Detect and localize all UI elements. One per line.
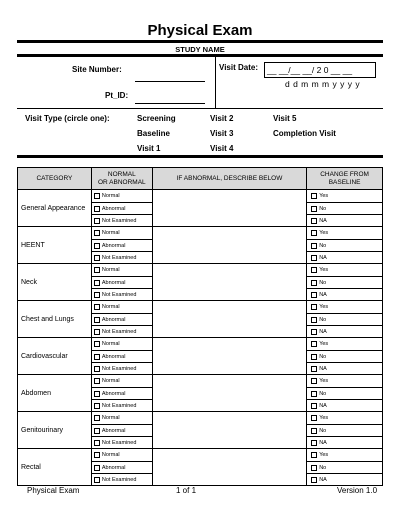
table-row	[18, 375, 383, 412]
pt-id-field[interactable]	[135, 103, 205, 104]
table-row	[18, 301, 383, 338]
option-abnormal[interactable]	[92, 387, 152, 399]
checkbox[interactable]	[94, 378, 100, 384]
checkbox-label: Normal	[101, 341, 120, 347]
checkbox-label: Abnormal	[101, 316, 126, 323]
row-category: General Appearance	[18, 190, 92, 227]
option-normal[interactable]	[92, 375, 152, 387]
footer-page: 1 of 1	[176, 486, 197, 495]
checkbox-label: No	[319, 427, 327, 434]
option-abnormal[interactable]	[92, 202, 152, 214]
describe-field[interactable]	[152, 301, 306, 338]
footer-version: Version 1.0	[337, 486, 378, 495]
change-yes[interactable]	[307, 190, 382, 202]
change-no[interactable]	[307, 202, 382, 214]
site-box	[17, 57, 216, 109]
change-options	[307, 301, 383, 338]
checkbox[interactable]	[94, 428, 100, 434]
table-row	[18, 449, 383, 486]
describe-field[interactable]	[152, 227, 306, 264]
describe-field[interactable]	[152, 338, 306, 375]
checkbox-label: NA	[319, 439, 327, 446]
checkbox[interactable]	[311, 292, 317, 298]
checkbox-label: Yes	[319, 341, 329, 347]
checkbox-label: Abnormal	[101, 427, 126, 434]
row-category: HEENT	[18, 227, 92, 264]
checkbox-label: NA	[319, 254, 327, 261]
checkbox-label: No	[319, 353, 327, 360]
checkbox-label: Yes	[319, 378, 329, 384]
checkbox-label: Yes	[319, 304, 329, 310]
change-na[interactable]	[307, 251, 382, 263]
row-category: Rectal	[18, 449, 92, 486]
option-not-examined[interactable]	[92, 473, 152, 485]
change-yes[interactable]	[307, 301, 382, 313]
option-not-examined[interactable]	[92, 325, 152, 337]
row-category: Abdomen	[18, 375, 92, 412]
checkbox-label: Not Examined	[101, 365, 137, 372]
change-no[interactable]	[307, 239, 382, 251]
option-abnormal[interactable]	[92, 313, 152, 325]
checkbox-label: Normal	[101, 378, 120, 384]
checkbox[interactable]	[311, 477, 317, 483]
checkbox[interactable]	[94, 206, 100, 212]
checkbox-label: Yes	[319, 193, 329, 199]
normal-abnormal-options	[91, 227, 152, 264]
checkbox-label: Abnormal	[101, 242, 126, 249]
checkbox[interactable]	[311, 255, 317, 261]
change-na[interactable]	[307, 325, 382, 337]
checkbox-label: Normal	[101, 415, 120, 421]
option-normal[interactable]	[92, 264, 152, 276]
study-name: STUDY NAME	[17, 43, 383, 57]
pt-id-label: Pt_ID:	[105, 91, 129, 100]
checkbox-label: Yes	[319, 230, 329, 236]
normal-abnormal-options	[91, 338, 152, 375]
visit-option-baseline[interactable]: Baseline	[137, 129, 170, 138]
row-category: Cardiovascular	[18, 338, 92, 375]
option-abnormal[interactable]	[92, 350, 152, 362]
checkbox-label: Normal	[101, 267, 120, 273]
visit-option-visit-3[interactable]: Visit 3	[210, 129, 234, 138]
checkbox[interactable]	[311, 341, 317, 347]
checkbox-label: No	[319, 464, 327, 471]
checkbox-label: No	[319, 205, 327, 212]
option-normal[interactable]	[92, 412, 152, 424]
checkbox-label: No	[319, 242, 327, 249]
change-options	[307, 227, 383, 264]
change-yes[interactable]	[307, 338, 382, 350]
visit-date-box	[216, 57, 383, 109]
page-title: Physical Exam	[147, 22, 253, 39]
checkbox[interactable]	[311, 193, 317, 199]
checkbox[interactable]	[94, 452, 100, 458]
site-number-field[interactable]	[135, 81, 205, 82]
checkbox[interactable]	[311, 391, 317, 397]
checkbox-label: NA	[319, 291, 327, 298]
checkbox-label: Abnormal	[101, 353, 126, 360]
change-options	[307, 338, 383, 375]
checkbox[interactable]	[311, 415, 317, 421]
checkbox[interactable]	[311, 243, 317, 249]
visit-option-visit-5[interactable]: Visit 5	[273, 114, 297, 123]
describe-field[interactable]	[152, 449, 306, 486]
table-row	[18, 190, 383, 227]
row-category: Chest and Lungs	[18, 301, 92, 338]
table-row	[18, 338, 383, 375]
change-na[interactable]	[307, 399, 382, 411]
checkbox[interactable]	[311, 403, 317, 409]
change-yes[interactable]	[307, 227, 382, 239]
table-row	[18, 264, 383, 301]
col-change	[307, 168, 383, 190]
col-normal-line1: NORMAL	[107, 170, 136, 178]
visit-option-screening[interactable]: Screening	[137, 114, 176, 123]
checkbox-label: NA	[319, 217, 327, 224]
checkbox-label: Abnormal	[101, 464, 126, 471]
checkbox[interactable]	[311, 206, 317, 212]
checkbox[interactable]	[94, 280, 100, 286]
checkbox-label: Not Examined	[101, 291, 137, 298]
checkbox-label: No	[319, 279, 327, 286]
table-row	[18, 412, 383, 449]
describe-field[interactable]	[152, 412, 306, 449]
option-abnormal[interactable]	[92, 276, 152, 288]
checkbox-label: Not Examined	[101, 328, 137, 335]
option-abnormal[interactable]	[92, 424, 152, 436]
checkbox[interactable]	[311, 366, 317, 372]
describe-field[interactable]	[152, 375, 306, 412]
checkbox[interactable]	[94, 440, 100, 446]
checkbox-label: Not Examined	[101, 217, 137, 224]
visit-option-visit-1[interactable]: Visit 1	[137, 144, 161, 153]
checkbox-label: Yes	[319, 452, 329, 458]
checkbox[interactable]	[94, 341, 100, 347]
checkbox-label: Normal	[101, 452, 120, 458]
col-normal-line2: OR ABNORMAL	[97, 178, 146, 186]
option-not-examined[interactable]	[92, 214, 152, 226]
checkbox[interactable]	[311, 378, 317, 384]
change-na[interactable]	[307, 436, 382, 448]
normal-abnormal-options	[91, 412, 152, 449]
checkbox-label: Normal	[101, 193, 120, 199]
exam-table	[17, 167, 383, 486]
table-header-row	[18, 168, 383, 190]
normal-abnormal-options	[91, 190, 152, 227]
checkbox-label: Normal	[101, 304, 120, 310]
visit-option-completion[interactable]: Completion Visit	[273, 129, 336, 138]
col-category: CATEGORY	[18, 168, 92, 190]
checkbox[interactable]	[94, 255, 100, 261]
change-yes[interactable]	[307, 449, 382, 461]
checkbox-label: No	[319, 316, 327, 323]
checkbox[interactable]	[311, 304, 317, 310]
checkbox[interactable]	[94, 267, 100, 273]
checkbox-label: No	[319, 390, 327, 397]
checkbox-label: Not Examined	[101, 402, 137, 409]
checkbox-label: Abnormal	[101, 279, 126, 286]
change-na[interactable]	[307, 288, 382, 300]
checkbox[interactable]	[311, 267, 317, 273]
change-options	[307, 264, 383, 301]
checkbox-label: Not Examined	[101, 254, 137, 261]
checkbox-label: Abnormal	[101, 205, 126, 212]
checkbox[interactable]	[94, 230, 100, 236]
checkbox[interactable]	[94, 292, 100, 298]
checkbox[interactable]	[311, 465, 317, 471]
visit-option-visit-4[interactable]: Visit 4	[210, 144, 234, 153]
checkbox[interactable]	[94, 415, 100, 421]
option-normal[interactable]	[92, 227, 152, 239]
option-not-examined[interactable]	[92, 399, 152, 411]
option-normal[interactable]	[92, 301, 152, 313]
checkbox[interactable]	[94, 403, 100, 409]
row-category: Genitourinary	[18, 412, 92, 449]
option-not-examined[interactable]	[92, 362, 152, 374]
footer-title: Physical Exam	[27, 486, 80, 495]
checkbox[interactable]	[311, 317, 317, 323]
change-no[interactable]	[307, 313, 382, 325]
change-yes[interactable]	[307, 412, 382, 424]
describe-field[interactable]	[152, 264, 306, 301]
checkbox-label: Not Examined	[101, 439, 137, 446]
checkbox[interactable]	[94, 243, 100, 249]
option-normal[interactable]	[92, 190, 152, 202]
checkbox[interactable]	[311, 452, 317, 458]
checkbox[interactable]	[94, 304, 100, 310]
change-yes[interactable]	[307, 375, 382, 387]
normal-abnormal-options	[91, 264, 152, 301]
checkbox-label: Abnormal	[101, 390, 126, 397]
checkbox[interactable]	[311, 280, 317, 286]
checkbox-label: Normal	[101, 230, 120, 236]
normal-abnormal-options	[91, 449, 152, 486]
visit-date-format: d d m m m y y y y	[285, 79, 361, 89]
checkbox[interactable]	[94, 329, 100, 335]
checkbox[interactable]	[311, 428, 317, 434]
checkbox[interactable]	[94, 218, 100, 224]
checkbox[interactable]	[311, 440, 317, 446]
checkbox[interactable]	[311, 329, 317, 335]
col-change-line1: CHANGE FROM	[320, 170, 369, 178]
change-options	[307, 190, 383, 227]
change-no[interactable]	[307, 387, 382, 399]
checkbox-label: NA	[319, 402, 327, 409]
checkbox[interactable]	[311, 218, 317, 224]
change-options	[307, 449, 383, 486]
change-yes[interactable]	[307, 264, 382, 276]
table-row	[18, 227, 383, 264]
option-abnormal[interactable]	[92, 461, 152, 473]
change-no[interactable]	[307, 461, 382, 473]
col-normal	[91, 168, 152, 190]
change-na[interactable]	[307, 473, 382, 485]
checkbox-label: Yes	[319, 415, 329, 421]
checkbox-label: NA	[319, 476, 327, 483]
checkbox-label: Yes	[319, 267, 329, 273]
row-category: Neck	[18, 264, 92, 301]
change-no[interactable]	[307, 424, 382, 436]
header-section	[17, 40, 383, 158]
describe-field[interactable]	[152, 190, 306, 227]
checkbox-label: Not Examined	[101, 476, 137, 483]
col-change-line2: BASELINE	[328, 178, 361, 186]
checkbox[interactable]	[94, 465, 100, 471]
option-not-examined[interactable]	[92, 288, 152, 300]
normal-abnormal-options	[91, 375, 152, 412]
change-options	[307, 375, 383, 412]
checkbox[interactable]	[94, 354, 100, 360]
checkbox-label: NA	[319, 365, 327, 372]
option-abnormal[interactable]	[92, 239, 152, 251]
checkbox[interactable]	[311, 354, 317, 360]
change-na[interactable]	[307, 362, 382, 374]
change-options	[307, 412, 383, 449]
change-no[interactable]	[307, 350, 382, 362]
option-not-examined[interactable]	[92, 436, 152, 448]
option-normal[interactable]	[92, 449, 152, 461]
col-describe: IF ABNORMAL, DESCRIBE BELOW	[152, 168, 306, 190]
checkbox[interactable]	[94, 391, 100, 397]
change-no[interactable]	[307, 276, 382, 288]
visit-type-label: Visit Type (circle one):	[25, 114, 110, 123]
site-number-label: Site Number:	[72, 65, 122, 74]
checkbox[interactable]	[94, 193, 100, 199]
option-not-examined[interactable]	[92, 251, 152, 263]
checkbox[interactable]	[94, 317, 100, 323]
visit-option-visit-2[interactable]: Visit 2	[210, 114, 234, 123]
change-na[interactable]	[307, 214, 382, 226]
checkbox[interactable]	[94, 477, 100, 483]
checkbox-label: NA	[319, 328, 327, 335]
checkbox[interactable]	[311, 230, 317, 236]
visit-date-field[interactable]: __ __/__ __/ 2 0 __ __	[264, 62, 376, 78]
visit-date-label: Visit Date:	[219, 63, 258, 72]
checkbox[interactable]	[94, 366, 100, 372]
normal-abnormal-options	[91, 301, 152, 338]
option-normal[interactable]	[92, 338, 152, 350]
